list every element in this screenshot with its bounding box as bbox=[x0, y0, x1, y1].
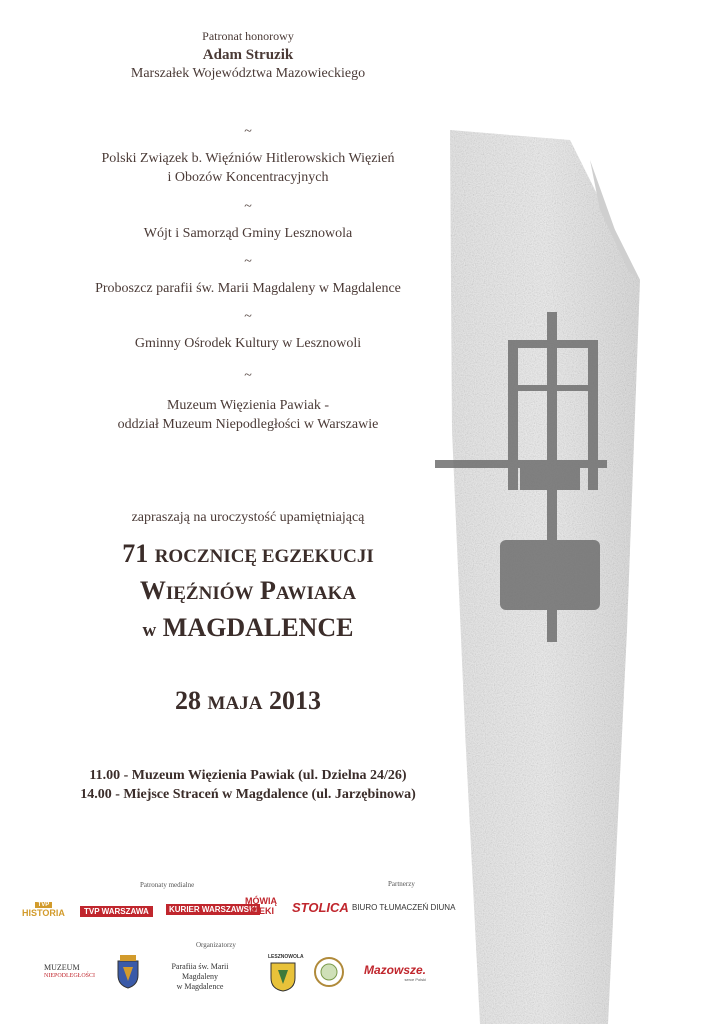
parish-logo: Parafiia św. Marii Magdaleny w Magdalence bbox=[171, 962, 229, 991]
gok-seal-icon bbox=[313, 956, 345, 988]
coat-of-arms-icon bbox=[116, 955, 140, 989]
organizers-label: Organizatorzy bbox=[196, 941, 236, 949]
patron-name: Adam Struzik bbox=[202, 47, 294, 63]
schedule-item: 14.00 - Miejsce Straceń w Magdalence (ul. Jarzębinowa) bbox=[80, 787, 416, 802]
patron-role: Marszałek Województwa Mazowieckiego bbox=[130, 66, 366, 81]
organizer-2: Wójt i Samorząd Gminy Lesznowola bbox=[143, 226, 353, 241]
schedule bbox=[0, 766, 496, 804]
event-date: 28 MAJA 2013 bbox=[175, 686, 321, 715]
invitation-text: zapraszają na uroczystość upamiętniającą bbox=[131, 510, 365, 525]
partners-label: Partnerzy bbox=[388, 880, 415, 888]
separator: ~ bbox=[244, 368, 252, 383]
mowia-wieki-logo: MÓWIĄ WIEKI bbox=[245, 896, 277, 916]
lesznowola-coat-icon bbox=[270, 962, 296, 992]
patron-label: Patronat honorowy bbox=[202, 29, 294, 43]
lesznowola-label: LESZNOWOLA bbox=[268, 954, 304, 960]
monument-cross-illustration bbox=[430, 130, 645, 1024]
kurier-warszawski-logo: KURIER WARSZAWSKI bbox=[166, 904, 260, 915]
separator: ~ bbox=[244, 309, 252, 324]
muzeum-niepodleglosci-logo: MUZEUM NIEPODLEGŁOŚCI bbox=[44, 963, 95, 979]
organizer-4: Gminny Ośrodek Kultury w Lesznowoli bbox=[134, 336, 362, 351]
stolica-logo: STOLICA bbox=[292, 900, 349, 915]
separator: ~ bbox=[244, 199, 252, 214]
separator: ~ bbox=[244, 124, 252, 139]
tvp-warszawa-logo: TVP WARSZAWA bbox=[80, 906, 153, 917]
diuna-logo: BIURO TŁUMACZEŃ DIUNA bbox=[352, 903, 456, 912]
organizer-3: Proboszcz parafii św. Marii Magdaleny w Magdalence bbox=[95, 281, 401, 296]
event-headline: 71 ROCZNICĘ EGZEKUCJI WIĘŹNIÓW PAWIAKA w MAGDALENCE bbox=[122, 539, 374, 642]
separator: ~ bbox=[244, 254, 252, 269]
schedule-item: 11.00 - Muzeum Więzienia Pawiak (ul. Dzielna 24/26) bbox=[89, 768, 407, 783]
organizer-5: Muzeum Więzienia Pawiak - oddział Muzeum Niepodległości w Warszawie bbox=[117, 398, 379, 432]
media-patronage-label: Patronaty medialne bbox=[140, 881, 195, 889]
organizer-1: Polski Związek b. Więźniów Hitlerowskich Więzień i Obozów Koncentracyjnych bbox=[101, 151, 395, 185]
mazowsze-logo: Mazowsze. serce Polski bbox=[364, 963, 427, 982]
tvp-historia-logo: TVP HISTORIA bbox=[22, 902, 65, 918]
